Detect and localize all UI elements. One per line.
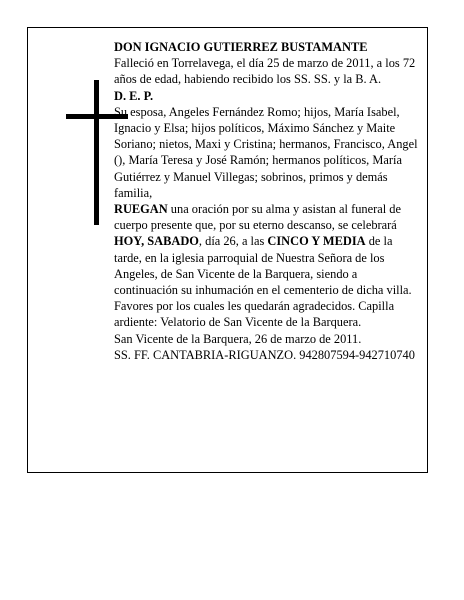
request-text-3: de la tarde, en la iglesia parroquial de Nuestra Señora de los Angeles, de San Vicente de la Barquera, siendo a continuación su inhumación en el cementerio de dicha villa. Favores por los cuales les quedarán agradecidos. Capilla ardiente: Velatorio de San Vicente de la Barquera.	[114, 234, 412, 330]
funeral-request	[114, 201, 422, 331]
family-list: Su esposa, Angeles Fernández Romo; hijos, María Isabel, Ignacio y Elsa; hijos políticos, Máximo Sánchez y Maite Soriano; nietos, Maxi y Cristina; hermanos, Francisco, Angel (), María Teresa y José Ramón; hermanos políticos, María Gutiérrez y Manuel Villegas; sobrinos, primos y demás familia,	[114, 104, 418, 200]
rip-line: D. E. P.	[114, 88, 154, 103]
notice-body	[114, 39, 422, 363]
request-text-1: una oración por su alma y asistan al funeral de cuerpo presente que, por su eterno descanso, se celebrará	[114, 202, 401, 233]
deceased-name: DON IGNACIO GUTIERREZ BUSTAMANTE	[114, 40, 368, 54]
obituary-notice	[27, 27, 428, 473]
place-date: San Vicente de la Barquera, 26 de marzo de 2011.	[114, 331, 362, 346]
funeral-time: CINCO Y MEDIA	[267, 234, 366, 249]
ruegan-label: RUEGAN	[114, 202, 168, 217]
request-text-2: , día 26, a las	[198, 234, 268, 249]
funeral-home: SS. FF. CANTABRIA-RIGUANZO. 942807594-942710740	[114, 347, 415, 362]
death-info: Falleció en Torrelavega, el día 25 de marzo de 2011, a los 72 años de edad, habiendo recibido los SS. SS. y la B. A.	[114, 56, 416, 87]
funeral-day: HOY, SABADO	[114, 234, 199, 249]
